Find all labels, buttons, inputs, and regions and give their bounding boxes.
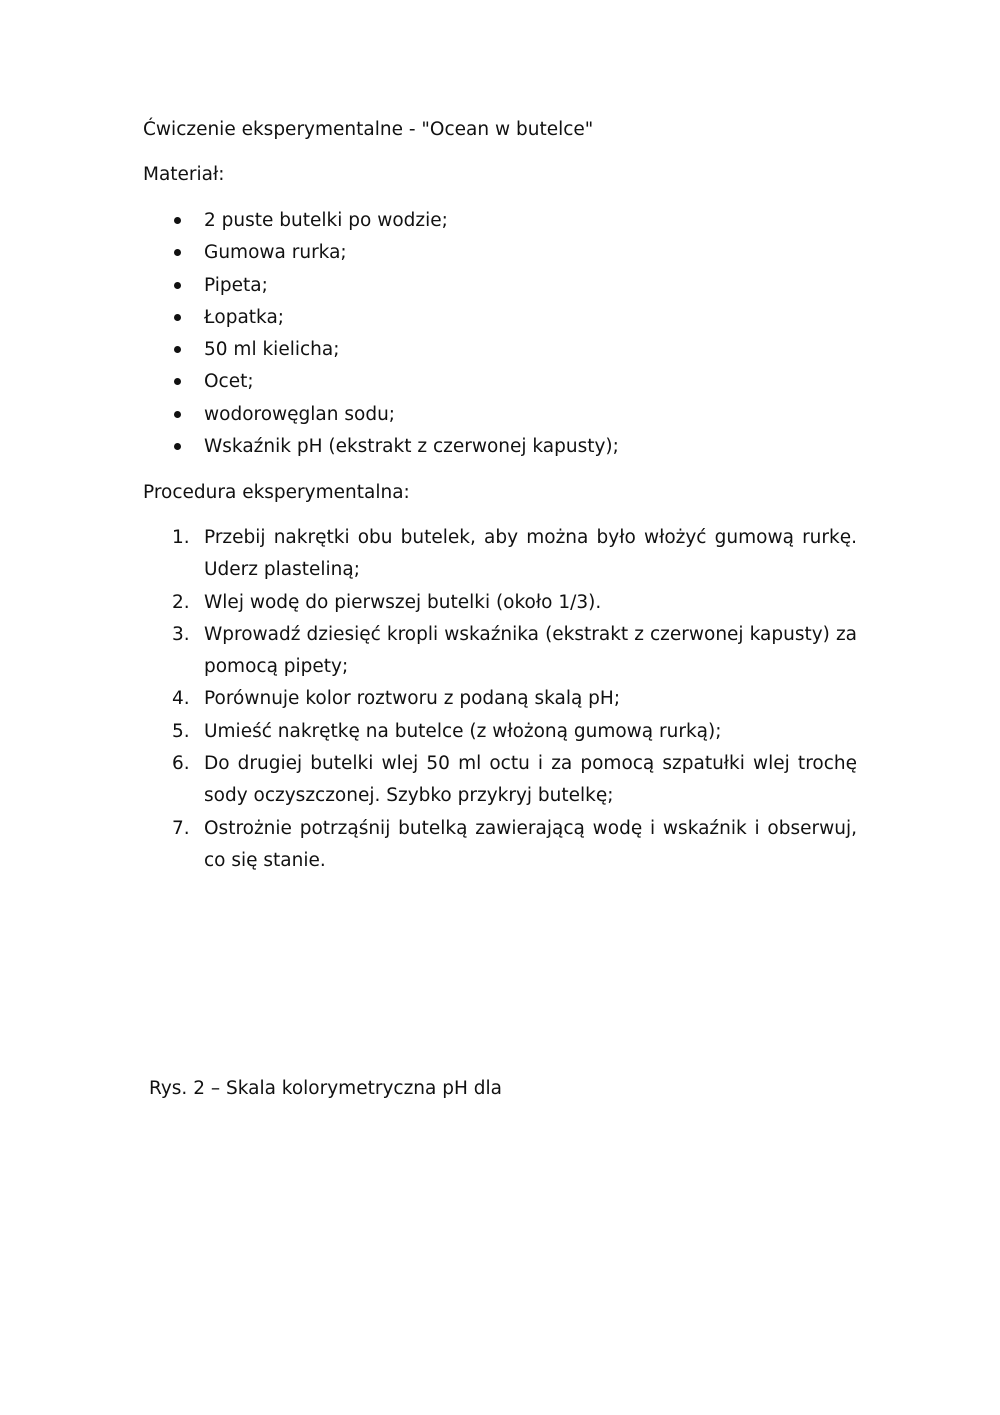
step-text: Porównuje kolor roztworu z podaną skalą pH;: [204, 688, 621, 710]
bullet-icon: [174, 282, 181, 289]
step-number: 7.: [172, 817, 190, 839]
material-item-text: Ocet;: [204, 371, 254, 393]
bullet-icon: [174, 378, 181, 385]
procedure-step: [0, 716, 857, 748]
material-item-text: Łopatka;: [204, 306, 285, 328]
procedure-step: [0, 522, 857, 587]
step-text: Umieść nakrętkę na butelce (z włożoną gumową rurką);: [204, 720, 722, 742]
step-text: Do drugiej butelki wlej 50 ml octu i za pomocą szpatułki wlej trochę sody oczyszczonej. Szybko przykryj butelkę;: [204, 753, 857, 807]
bullet-icon: [174, 217, 181, 224]
procedure-heading: Procedura eksperymentalna:: [143, 482, 410, 503]
step-number: 4.: [172, 688, 190, 710]
procedure-step: [0, 683, 857, 715]
step-number: 1.: [172, 527, 190, 548]
step-text: Wprowadź dziesięć kropli wskaźnika (ekstrakt z czerwonej kapusty) za pomocą pipety;: [204, 623, 857, 678]
bullet-icon: [174, 314, 181, 321]
material-item-text: Wskaźnik pH (ekstrakt z czerwonej kapusty);: [204, 436, 619, 458]
page-title: Ćwiczenie eksperymentalne - "Ocean w butelce": [143, 119, 594, 140]
step-number: 2.: [172, 591, 190, 613]
step-text: Przebij nakrętki obu butelek, aby można było włożyć gumową rurkę. Uderz plasteliną;: [204, 527, 857, 581]
materials-heading: Materiał:: [143, 164, 225, 185]
step-number: 6.: [172, 753, 190, 775]
material-item-text: 50 ml kielicha;: [204, 339, 340, 361]
procedure-step: [0, 813, 857, 878]
procedure-step: [0, 587, 857, 619]
bullet-icon: [174, 249, 181, 256]
bullet-icon: [174, 411, 181, 418]
bullet-icon: [174, 346, 181, 353]
procedure-step: [0, 619, 857, 684]
step-text: Wlej wodę do pierwszej butelki (około 1/3).: [204, 591, 602, 613]
figure-caption: Rys. 2 – Skala kolorymetryczna pH dla: [149, 1078, 502, 1099]
material-item-text: 2 puste butelki po wodzie;: [204, 210, 448, 231]
step-text: Ostrożnie potrząśnij butelką zawierającą wodę i wskaźnik i obserwuj, co się stanie.: [204, 817, 857, 871]
material-item-text: wodorowęglan sodu;: [204, 403, 396, 425]
bullet-icon: [174, 443, 181, 450]
procedure-step: [0, 748, 857, 813]
step-number: 3.: [172, 623, 190, 645]
procedure-steps-list: [0, 522, 857, 877]
material-item-text: Pipeta;: [204, 274, 268, 296]
material-item-text: Gumowa rurka;: [204, 242, 347, 264]
step-number: 5.: [172, 720, 190, 742]
